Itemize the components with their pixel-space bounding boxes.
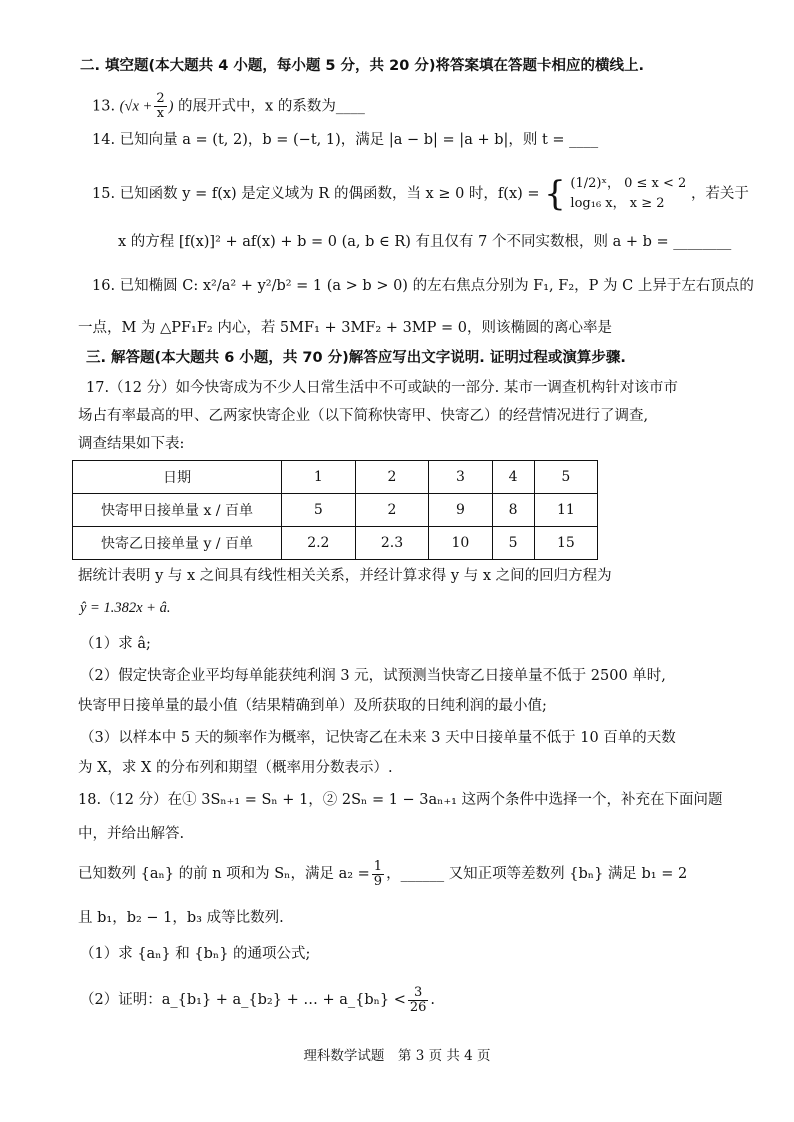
question-17-part3a: （3）以样本中 5 天的频率作为概率，记快寄乙在未来 3 天中日接单量不低于 10 百单的天数 (80, 730, 676, 746)
piecewise-brace-icon: { (544, 174, 566, 214)
question-13-text: 的展开式中，x 的系数为____ (178, 98, 365, 115)
table-cell: 5 (492, 527, 534, 560)
piecewise-cases: (1/2)ˣ， 0 ≤ x < 2 log₁₆ x， x ≥ 2 (570, 176, 687, 211)
question-17-part2b: 快寄甲日接单量的最小值（结果精确到单）及所获取的日纯利润的最小值; (78, 698, 547, 714)
table-cell: 9 (429, 494, 492, 527)
section-header-answer: 三. 解答题(本大题共 6 小题，共 70 分)解答应写出文字说明. 证明过程或演算步骤. (86, 350, 626, 366)
question-13-fraction: $\frac{2}{x}$ (156, 91, 165, 121)
question-17-intro1: 17.（12 分）如今快寄成为不少人日常生活中不可或缺的一部分. 某市一调查机构针对该市市 (86, 380, 678, 396)
table-row (73, 527, 598, 560)
table-cell: 快寄甲日接单量 x / 百单 (73, 494, 282, 527)
table-cell: 日期 (73, 461, 282, 494)
table-cell: 2.2 (282, 527, 356, 560)
table-cell: 5 (282, 494, 356, 527)
question-14-text: 已知向量 a = (t, 2)，b = (−t, 1)，满足 |a − b| = |a + b|，则 t = ____ (119, 132, 599, 148)
table-cell: 2 (355, 494, 429, 527)
question-14 (92, 130, 598, 150)
table-cell: 2 (355, 461, 429, 494)
question-18-part2-fraction: $\frac{3}{26}$ (409, 984, 427, 1015)
question-17-after1: 据统计表明 y 与 x 之间具有线性相关关系，并经计算求得 y 与 x 之间的回归方程为 (78, 568, 612, 584)
question-18-line1: 18.（12 分）在① 3Sₙ₊₁ = Sₙ + 1，② 2Sₙ = 1 − 3aₙ₊₁ 这两个条件中选择一个，补充在下面问题 (78, 792, 723, 808)
question-16-line2: 一点，M 为 △PF₁F₂ 内心，若 5MF₁ + 3MF₂ + 3MP = 0，则该椭圆的离心率是 (78, 320, 612, 336)
table-cell: 8 (492, 494, 534, 527)
question-17-part3b: 为 X，求 X 的分布列和期望（概率用分数表示）. (78, 760, 393, 776)
question-18-line3: 已知数列 {aₙ} 的前 n 项和为 Sₙ，满足 a₂ = $\frac{1}{9}$ ，______ 又知正项等差数列 {bₙ} 满足 b₁ = 2 (78, 858, 688, 889)
question-18-fraction: $\frac{1}{9}$ (373, 858, 383, 889)
question-17-part1: （1）求 â; (80, 636, 151, 652)
question-15-text-post: ，若关于 (690, 186, 749, 202)
question-18-line4: 且 b₁，b₂ − 1，b₃ 成等比数列. (78, 910, 284, 926)
question-18-part1: （1）求 {aₙ} 和 {bₙ} 的通项公式; (80, 946, 311, 962)
survey-table (72, 460, 598, 560)
table-cell: 2.3 (355, 527, 429, 560)
section-header-fill-blank: 二. 填空题(本大题共 4 小题，每小题 5 分，共 20 分)将答案填在答题卡相应的横线上. (80, 58, 644, 74)
question-16-number: 16. (92, 278, 116, 294)
question-17-part2a: （2）假定快寄企业平均每单能获纯利润 3 元，试预测当快寄乙日接单量不低于 2500 单时, (80, 668, 666, 684)
question-17-intro3: 调查结果如下表: (78, 436, 185, 452)
table-cell: 15 (534, 527, 597, 560)
question-15-line1 (92, 172, 749, 216)
table-cell: 1 (282, 461, 356, 494)
question-16-line1: 16. 已知椭圆 C: x²/a² + y²/b² = 1 (a > b > 0) 的左右焦点分别为 F₁, F₂，P 为 C 上异于左右顶点的 (92, 278, 754, 294)
table-header-row (73, 461, 598, 494)
question-15-number: 15. (92, 186, 116, 202)
table-row (73, 494, 598, 527)
question-15-text-pre: 已知函数 y = f(x) 是定义域为 R 的偶函数，当 x ≥ 0 时，f(x) = (119, 186, 540, 202)
table-cell: 11 (534, 494, 597, 527)
table-cell: 10 (429, 527, 492, 560)
question-18-part2: （2）证明：a_{b₁} + a_{b₂} + … + a_{bₙ} < $\frac{3}{26}$ . (80, 984, 436, 1015)
question-13-number: 13. (92, 98, 116, 115)
page-footer: 理科数学试题 第 3 页 共 4 页 (303, 1048, 491, 1064)
table-cell: 快寄乙日接单量 y / 百单 (73, 527, 282, 560)
question-18-line2: 中，并给出解答. (78, 826, 185, 842)
question-17-intro2: 场占有率最高的甲、乙两家快寄企业（以下简称快寄甲、快寄乙）的经营情况进行了调查, (78, 408, 649, 424)
regression-equation: ŷ = 1.382x + â. (80, 600, 171, 616)
question-15-line2: x 的方程 [f(x)]² + af(x) + b = 0 (a, b ∈ R) 有且仅有 7 个不同实数根，则 a + b = ________ (118, 234, 732, 250)
table-cell: 3 (429, 461, 492, 494)
question-13: 13. (√x + $\frac{2}{x}$ ) 的展开式中，x 的系数为____ (92, 91, 365, 121)
question-14-number: 14. (92, 132, 116, 148)
table-cell: 5 (534, 461, 597, 494)
table-cell: 4 (492, 461, 534, 494)
